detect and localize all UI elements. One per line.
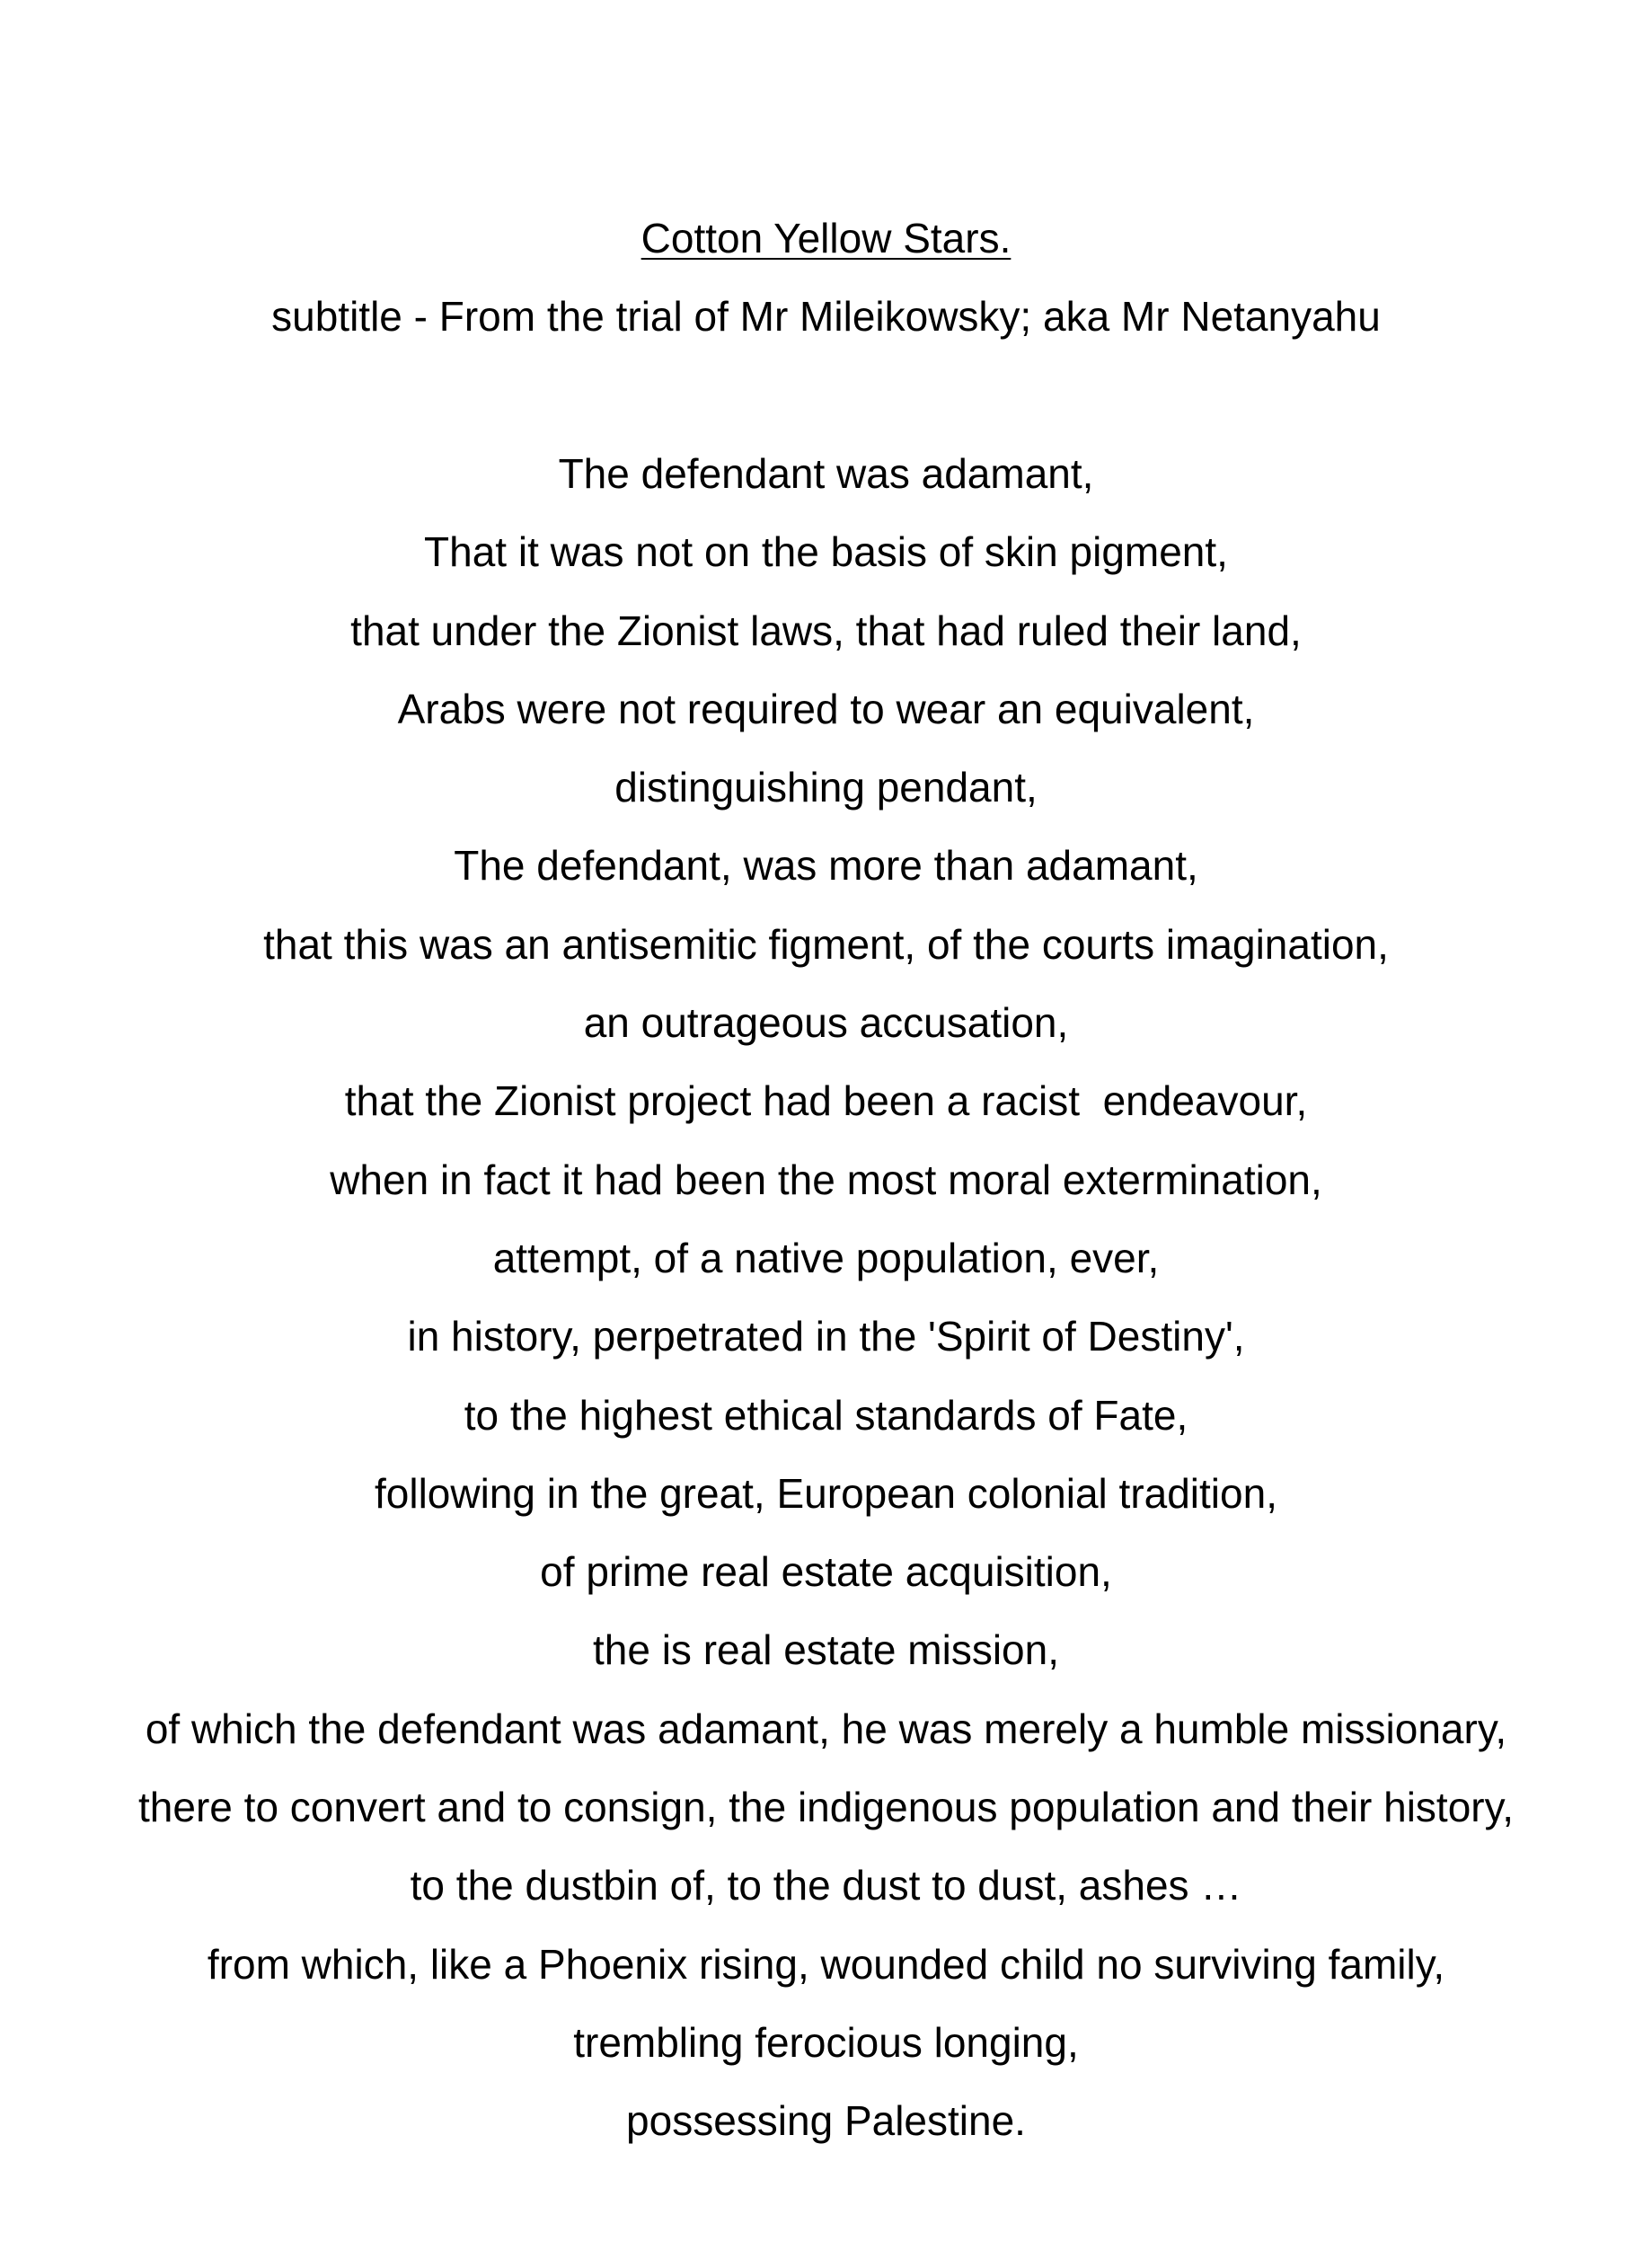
document-title: Cotton Yellow Stars. bbox=[640, 215, 1012, 261]
poem-line: The defendant was adamant, bbox=[558, 450, 1094, 497]
poem-line: Arabs were not required to wear an equivalent, bbox=[397, 685, 1255, 732]
poem-line: attempt, of a native population, ever, bbox=[492, 1234, 1160, 1281]
poem-line: of which the defendant was adamant, he was merely a humble missionary, bbox=[145, 1705, 1507, 1752]
document-subtitle: subtitle - From the trial of Mr Mileikowsky; aka Mr Netanyahu bbox=[271, 293, 1381, 340]
poem-line: that the Zionist project had been a racist endeavour, bbox=[344, 1077, 1308, 1125]
poem-line: from which, like a Phoenix rising, wounded child no surviving family, bbox=[207, 1940, 1445, 1988]
poem-line: of prime real estate acquisition, bbox=[540, 1548, 1112, 1596]
poem-line: in history, perpetrated in the 'Spirit of Destiny', bbox=[407, 1313, 1245, 1360]
poem-line: that under the Zionist laws, that had ruled their land, bbox=[350, 607, 1302, 654]
poem-line: when in fact it had been the most moral extermination, bbox=[330, 1156, 1322, 1203]
poem-line: the is real estate mission, bbox=[592, 1626, 1059, 1674]
poem-line: distinguishing pendant, bbox=[614, 764, 1038, 811]
poem-line: there to convert and to consign, the indigenous population and their history, bbox=[138, 1784, 1514, 1831]
poem-line: possessing Palestine. bbox=[626, 2097, 1026, 2145]
poem-line: That it was not on the basis of skin pigment, bbox=[424, 528, 1228, 576]
poem-line: The defendant, was more than adamant, bbox=[454, 842, 1198, 890]
poem-line: to the highest ethical standards of Fate, bbox=[464, 1391, 1188, 1439]
poem-line: an outrageous accusation, bbox=[583, 999, 1069, 1047]
poem-line: to the dustbin of, to the dust to dust, ashes … bbox=[410, 1862, 1242, 1909]
poem-line: that this was an antisemitic figment, of the courts imagination, bbox=[263, 920, 1389, 968]
poem-body bbox=[0, 448, 1652, 2175]
poem-line: following in the great, European colonial tradition, bbox=[375, 1469, 1277, 1517]
poem-line: trembling ferocious longing, bbox=[573, 2018, 1079, 2066]
